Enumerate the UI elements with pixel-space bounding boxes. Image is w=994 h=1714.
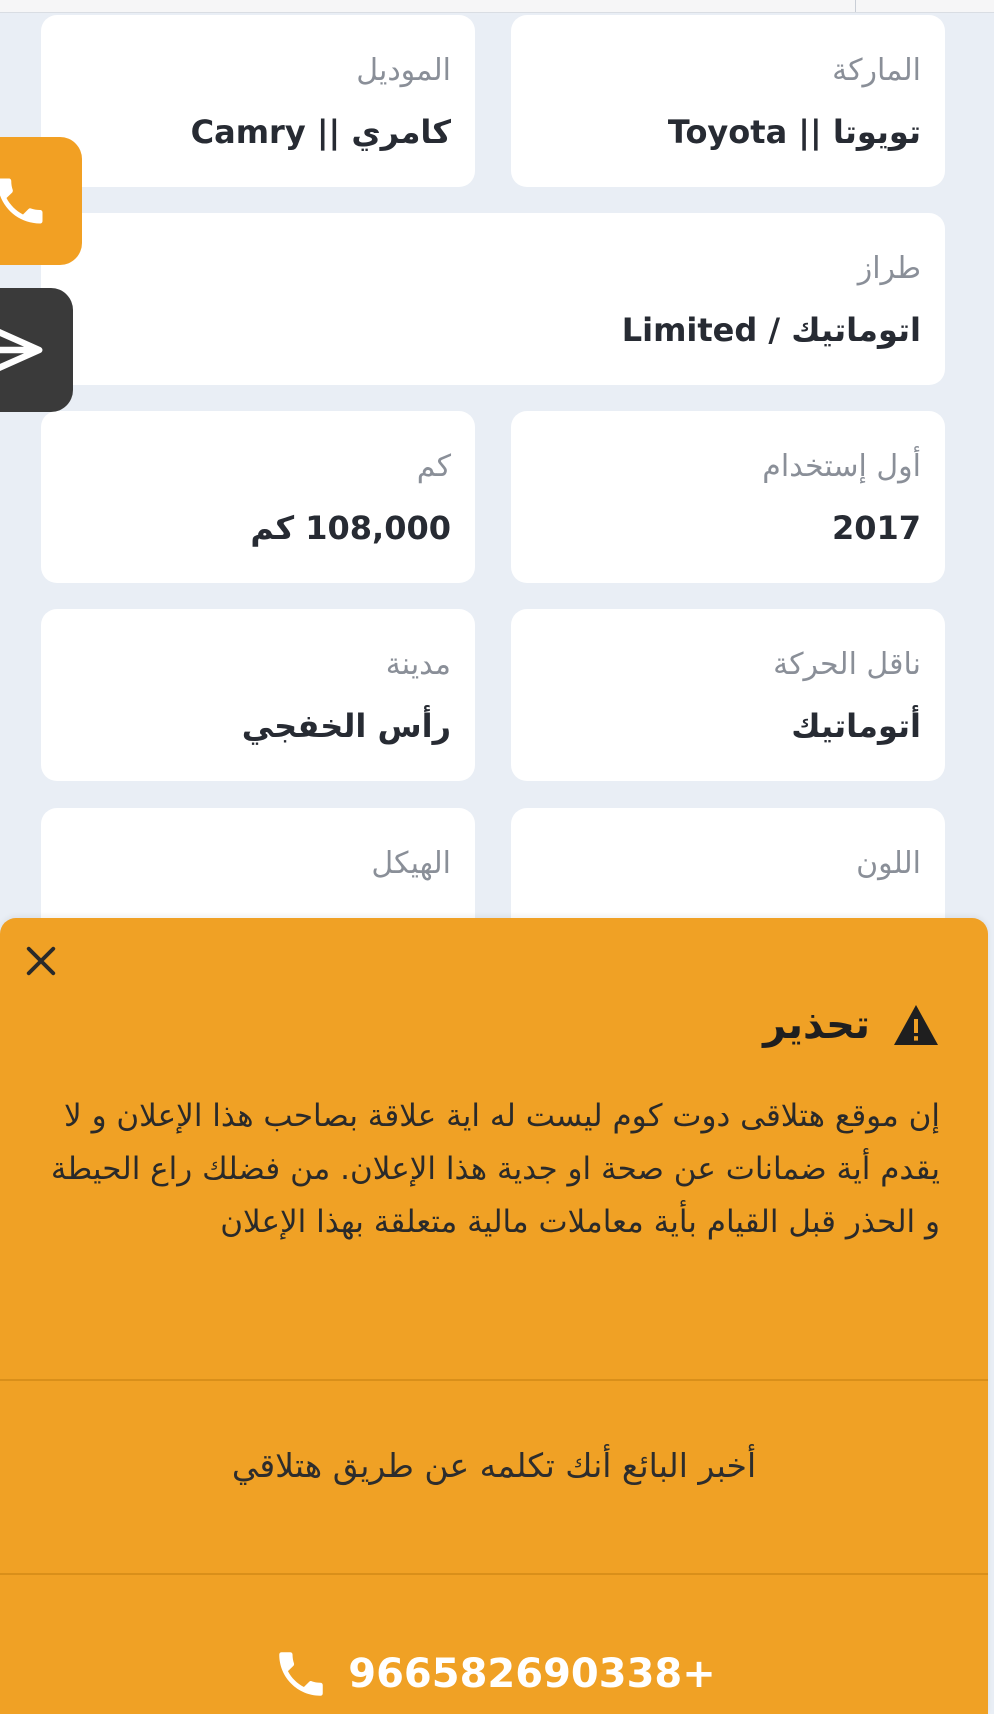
close-button[interactable] [20, 940, 62, 982]
spec-value: أتوماتيك [791, 707, 921, 745]
tell-seller-text: أخبر البائع أنك تكلمه عن طريق هتلاقي [231, 1446, 757, 1485]
spec-card-trim [41, 213, 945, 385]
phone-icon [0, 171, 50, 231]
spec-label: مدينة [385, 647, 451, 682]
phone-icon [272, 1645, 330, 1703]
spec-value: 2017 [831, 509, 921, 547]
spec-label: الهيكل [371, 846, 451, 881]
spec-card-km [41, 411, 475, 583]
spec-card-brand [511, 15, 945, 187]
spec-label: أول إستخدام [762, 449, 921, 484]
spec-card-model [41, 15, 475, 187]
spec-value: 108,000 كم [250, 509, 451, 547]
warning-sheet [0, 918, 988, 1714]
spec-label: كم [416, 449, 451, 484]
spec-value: كامري || Camry [190, 113, 451, 151]
share-button[interactable] [0, 288, 73, 412]
spec-label: اللون [856, 846, 921, 881]
spec-card-first-use [511, 411, 945, 583]
spec-label: ناقل الحركة [773, 647, 921, 682]
top-bar [0, 0, 994, 13]
warning-title: تحذير [763, 1002, 870, 1048]
spec-label: طراز [857, 251, 921, 286]
phone-number: 966582690338+ [348, 1651, 716, 1697]
call-button[interactable] [0, 137, 82, 265]
warning-title-row [763, 1002, 940, 1048]
spec-card-transmission [511, 609, 945, 781]
spec-card-city [41, 609, 475, 781]
divider [0, 1573, 988, 1575]
spec-label: الماركة [832, 53, 921, 88]
share-icon [0, 315, 48, 385]
warning-icon [892, 1003, 940, 1047]
phone-call-button[interactable] [0, 1640, 988, 1708]
top-bar-divider [855, 0, 856, 12]
spec-value: تويوتا || Toyota [667, 113, 921, 151]
spec-value: اتوماتيك / Limited [621, 311, 921, 349]
spec-label: الموديل [356, 53, 451, 88]
close-icon [20, 940, 62, 982]
divider [0, 1379, 988, 1381]
spec-value: رأس الخفجي [241, 707, 451, 745]
warning-message: إن موقع هتلاقى دوت كوم ليست له اية علاقة بصاحب هذا الإعلان و لا يقدم أية ضمانات عن صحة او جدية هذا الإعلان. من فضلك راع الحيطة و الحذر قبل القيام بأية معاملات مالية متعلقة بهذا الإعلان [50, 1098, 940, 1240]
